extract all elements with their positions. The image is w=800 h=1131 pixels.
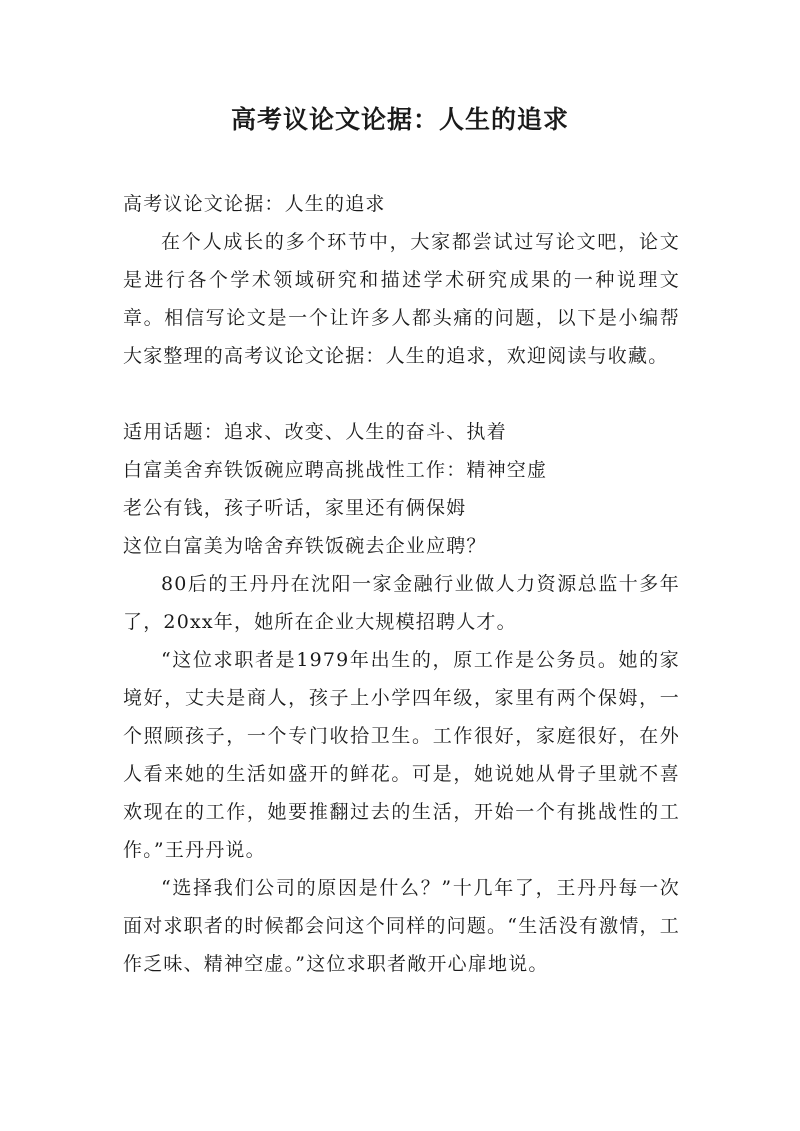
intro-paragraph: 在个人成长的多个环节中，大家都尝试过写论文吧，论文是进行各个学术领域研究和描述学术研究成果的一种说理文章。相信写论文是一个让许多人都头痛的问题，以下是小编帮大家整理的高考议论文论据：人生的追求，欢迎阅读与收藏。: [123, 231, 680, 367]
body-paragraph: 80后的王丹丹在沈阳一家金融行业做人力资源总监十多年了，20xx年，她所在企业大规模招聘人才。: [123, 573, 680, 633]
document-body: [123, 185, 680, 983]
paragraph-spacer: [123, 375, 680, 413]
body-paragraph: “选择我们公司的原因是什么？”十几年了，王丹丹每一次面对求职者的时候都会问这个同样的问题。“生活没有激情，工作乏味、精神空虚。”这位求职者敞开心扉地说。: [123, 877, 680, 975]
topic-line: 这位白富美为啥舍弃铁饭碗去企业应聘？: [123, 535, 487, 557]
topic-line: 老公有钱，孩子听话，家里还有俩保姆: [123, 497, 467, 519]
document-title: 高考议论文论据：人生的追求: [230, 105, 569, 134]
topic-line: 白富美舍弃铁饭碗应聘高挑战性工作：精神空虚: [123, 459, 548, 481]
body-paragraph: “这位求职者是1979年出生的，原工作是公务员。她的家境好，丈夫是商人，孩子上小学四年级，家里有两个保姆，一个照顾孩子，一个专门收拾卫生。工作很好，家庭很好，在外人看来她的生活如盛开的鲜花。可是，她说她从骨子里就不喜欢现在的工作，她要推翻过去的生活，开始一个有挑战性的工作。”王丹丹说。: [123, 649, 680, 861]
document-subtitle: 高考议论文论据：人生的追求: [123, 193, 386, 215]
topic-line: 适用话题：追求、改变、人生的奋斗、执着: [123, 421, 507, 443]
